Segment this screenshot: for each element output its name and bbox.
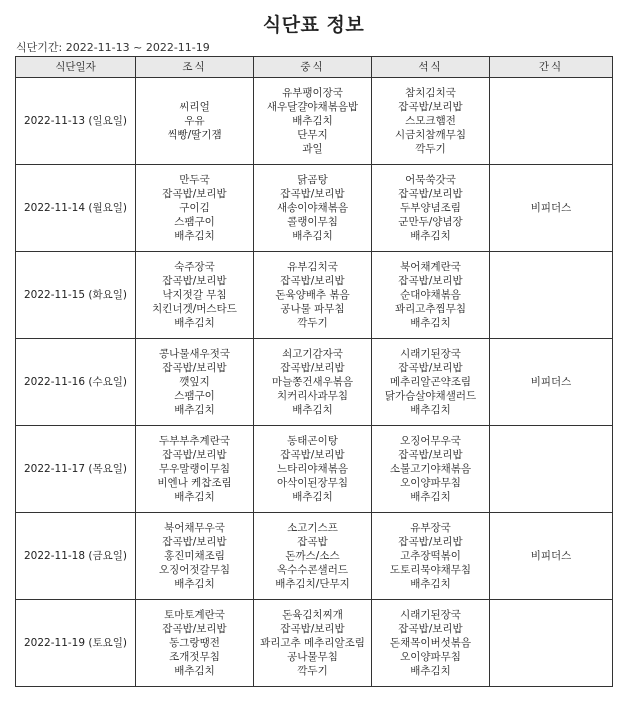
- breakfast-item: 구이김: [179, 202, 210, 214]
- lunch-item: 잡곡밥: [297, 536, 328, 548]
- snack-cell: [490, 78, 613, 165]
- breakfast-item: 두부부추계란국: [158, 435, 230, 447]
- snack-cell: [490, 600, 613, 687]
- lunch-cell: [254, 165, 372, 252]
- breakfast-item: 잡곡밥/보리밥: [162, 449, 227, 461]
- dinner-cell: [372, 252, 490, 339]
- day-row: [16, 426, 613, 513]
- header-lunch: 중식: [254, 57, 372, 78]
- dinner-cell: [372, 600, 490, 687]
- dinner-item: 오이양파무침: [400, 477, 461, 489]
- breakfast-cell: [136, 426, 254, 513]
- header-breakfast: 조식: [136, 57, 254, 78]
- dinner-item: 시래기된장국: [400, 348, 461, 360]
- breakfast-item: 콩나물새우젓국: [158, 348, 230, 360]
- breakfast-item: 낙지젓갈 무침: [162, 289, 227, 301]
- breakfast-item: 우유: [184, 115, 205, 127]
- lunch-item: 배추김치: [292, 491, 333, 503]
- dinner-item: 북어채계란국: [400, 261, 461, 273]
- lunch-item: 잡곡밥/보리밥: [280, 275, 345, 287]
- dinner-item: 잡곡밥/보리밥: [398, 536, 463, 548]
- day-row: [16, 78, 613, 165]
- lunch-item: 옥수수콘샐러드: [276, 564, 348, 576]
- lunch-item: 꽈리고추 메추리알조림: [260, 637, 365, 649]
- breakfast-item: 치킨너겟/머스타드: [152, 303, 237, 315]
- breakfast-item: 배추김치: [174, 317, 215, 329]
- dinner-item: 배추김치: [410, 230, 451, 242]
- lunch-item: 아삭이된장무침: [276, 477, 348, 489]
- dinner-item: 참치김치국: [405, 87, 456, 99]
- header-snack: 간식: [490, 57, 613, 78]
- date-cell: 2022-11-17 (목요일): [16, 426, 136, 513]
- dinner-item: 배추김치: [410, 491, 451, 503]
- day-row: [16, 252, 613, 339]
- dinner-item: 꽈리고추찜무침: [394, 303, 466, 315]
- lunch-item: 느타리야채볶음: [276, 463, 348, 475]
- breakfast-item: 배추김치: [174, 578, 215, 590]
- header-dinner: 석식: [372, 57, 490, 78]
- lunch-item: 쇠고기감자국: [282, 348, 343, 360]
- lunch-item: 잡곡밥/보리밥: [280, 362, 345, 374]
- breakfast-item: 잡곡밥/보리밥: [162, 362, 227, 374]
- dinner-item: 소불고기야채볶음: [389, 463, 472, 475]
- dinner-item: 시금치참깨무침: [394, 129, 466, 141]
- dinner-item: 도토리묵야채무침: [389, 564, 472, 576]
- lunch-item: 공나물무침: [287, 651, 338, 663]
- breakfast-cell: [136, 252, 254, 339]
- dinner-item: 메추리알곤약조림: [389, 376, 472, 388]
- lunch-item: 치커리사과무침: [276, 390, 348, 402]
- lunch-cell: [254, 600, 372, 687]
- lunch-item: 잡곡밥/보리밥: [280, 188, 345, 200]
- lunch-item: 잡곡밥/보리밥: [280, 449, 345, 461]
- lunch-cell: [254, 513, 372, 600]
- dinner-item: 돈채목이버섯볶음: [389, 637, 472, 649]
- lunch-item: 돈육양배추 볶음: [275, 289, 350, 301]
- breakfast-item: 잡곡밥/보리밥: [162, 188, 227, 200]
- dinner-item: 배추김치: [410, 317, 451, 329]
- date-cell: 2022-11-13 (일요일): [16, 78, 136, 165]
- dinner-item: 잡곡밥/보리밥: [398, 101, 463, 113]
- lunch-cell: [254, 252, 372, 339]
- lunch-item: 돈까스/소스: [285, 550, 340, 562]
- header-row: [16, 57, 613, 78]
- lunch-item: 배추김치: [292, 230, 333, 242]
- dinner-item: 깍두기: [415, 143, 446, 155]
- lunch-item: 공나물 파무침: [280, 303, 345, 315]
- lunch-cell: [254, 426, 372, 513]
- breakfast-cell: [136, 513, 254, 600]
- snack-cell: [490, 252, 613, 339]
- dinner-item: 배추김치: [410, 404, 451, 416]
- dinner-item: 배추김치: [410, 665, 451, 677]
- breakfast-item: 씨리얼: [179, 101, 210, 113]
- breakfast-cell: [136, 600, 254, 687]
- menu-period: 식단기간: 2022-11-13 ~ 2022-11-19: [16, 41, 210, 54]
- dinner-item: 잡곡밥/보리밥: [398, 188, 463, 200]
- lunch-item: 깍두기: [297, 317, 328, 329]
- lunch-item: 잡곡밥/보리밥: [280, 623, 345, 635]
- lunch-cell: [254, 78, 372, 165]
- lunch-item: 유부팽이장국: [282, 87, 343, 99]
- date-cell: 2022-11-18 (금요일): [16, 513, 136, 600]
- dinner-item: 순대야채볶음: [400, 289, 461, 301]
- date-cell: 2022-11-14 (월요일): [16, 165, 136, 252]
- dinner-item: 시래기된장국: [400, 609, 461, 621]
- dinner-item: 유부장국: [410, 522, 451, 534]
- breakfast-cell: [136, 339, 254, 426]
- breakfast-item: 홍진미채조림: [164, 550, 225, 562]
- dinner-cell: [372, 78, 490, 165]
- lunch-item: 배추김치: [292, 115, 333, 127]
- lunch-item: 배추김치/단무지: [275, 578, 350, 590]
- breakfast-item: 배추김치: [174, 491, 215, 503]
- lunch-item: 과일: [302, 143, 323, 155]
- breakfast-item: 북어채무우국: [164, 522, 225, 534]
- lunch-item: 깍두기: [297, 665, 328, 677]
- breakfast-item: 스팸구이: [174, 216, 215, 228]
- lunch-item: 유부김치국: [287, 261, 338, 273]
- breakfast-item: 토마토계란국: [164, 609, 225, 621]
- day-row: [16, 339, 613, 426]
- page-title: 식단표 정보: [262, 14, 365, 36]
- breakfast-item: 비엔나 케찹조림: [157, 477, 232, 489]
- date-cell: 2022-11-16 (수요일): [16, 339, 136, 426]
- breakfast-item: 무우말랭이무침: [158, 463, 230, 475]
- breakfast-item: 배추김치: [174, 665, 215, 677]
- breakfast-item: 숙주장국: [174, 261, 215, 273]
- breakfast-item: 동그랑땡전: [169, 637, 220, 649]
- lunch-item: 닭곰탕: [297, 174, 328, 186]
- dinner-item: 잡곡밥/보리밥: [398, 362, 463, 374]
- lunch-item: 단무지: [297, 129, 328, 141]
- breakfast-item: 조개젓무침: [169, 651, 220, 663]
- breakfast-item: 깻잎지: [179, 376, 210, 388]
- menu-body: [16, 78, 613, 687]
- day-row: [16, 165, 613, 252]
- dinner-item: 군만두/양념장: [398, 216, 463, 228]
- dinner-item: 잡곡밥/보리밥: [398, 275, 463, 287]
- breakfast-cell: [136, 78, 254, 165]
- dinner-item: 오이양파무침: [400, 651, 461, 663]
- lunch-item: 배추김치: [292, 404, 333, 416]
- dinner-item: 어묵쑥갓국: [405, 174, 456, 186]
- dinner-cell: [372, 426, 490, 513]
- dinner-item: 잡곡밥/보리밥: [398, 623, 463, 635]
- breakfast-item: 씩빵/딸기잼: [167, 129, 222, 141]
- date-cell: 2022-11-15 (화요일): [16, 252, 136, 339]
- snack-cell: 비피더스: [490, 513, 613, 600]
- dinner-cell: [372, 165, 490, 252]
- breakfast-item: 배추김치: [174, 230, 215, 242]
- lunch-item: 새우달걀야채볶음밥: [266, 101, 359, 113]
- lunch-item: 콜랭이무침: [287, 216, 338, 228]
- breakfast-cell: [136, 165, 254, 252]
- dinner-item: 두부양념조림: [400, 202, 461, 214]
- breakfast-item: 오징어젓갈무침: [158, 564, 230, 576]
- dinner-cell: [372, 513, 490, 600]
- breakfast-item: 스팸구이: [174, 390, 215, 402]
- lunch-item: 새송이야채볶음: [276, 202, 348, 214]
- breakfast-item: 만두국: [179, 174, 210, 186]
- breakfast-item: 잡곡밥/보리밥: [162, 623, 227, 635]
- menu-table: [15, 56, 613, 687]
- dinner-item: 닭가슴살야채샐러드: [384, 390, 477, 402]
- dinner-item: 오징어무우국: [400, 435, 461, 447]
- dinner-cell: [372, 339, 490, 426]
- snack-cell: 비피더스: [490, 165, 613, 252]
- dinner-item: 고추장떡볶이: [400, 550, 461, 562]
- lunch-item: 소고기스프: [287, 522, 338, 534]
- lunch-item: 돈육김치찌개: [282, 609, 343, 621]
- lunch-cell: [254, 339, 372, 426]
- dinner-item: 잡곡밥/보리밥: [398, 449, 463, 461]
- breakfast-item: 잡곡밥/보리밥: [162, 275, 227, 287]
- lunch-item: 마늘쫑건새우볶음: [271, 376, 354, 388]
- breakfast-item: 배추김치: [174, 404, 215, 416]
- dinner-item: 스모크햄전: [405, 115, 456, 127]
- snack-cell: 비피더스: [490, 339, 613, 426]
- day-row: [16, 600, 613, 687]
- breakfast-item: 잡곡밥/보리밥: [162, 536, 227, 548]
- lunch-item: 동태곤이탕: [287, 435, 338, 447]
- day-row: [16, 513, 613, 600]
- snack-cell: [490, 426, 613, 513]
- header-date: 식단일자: [16, 57, 136, 78]
- date-cell: 2022-11-19 (토요일): [16, 600, 136, 687]
- dinner-item: 배추김치: [410, 578, 451, 590]
